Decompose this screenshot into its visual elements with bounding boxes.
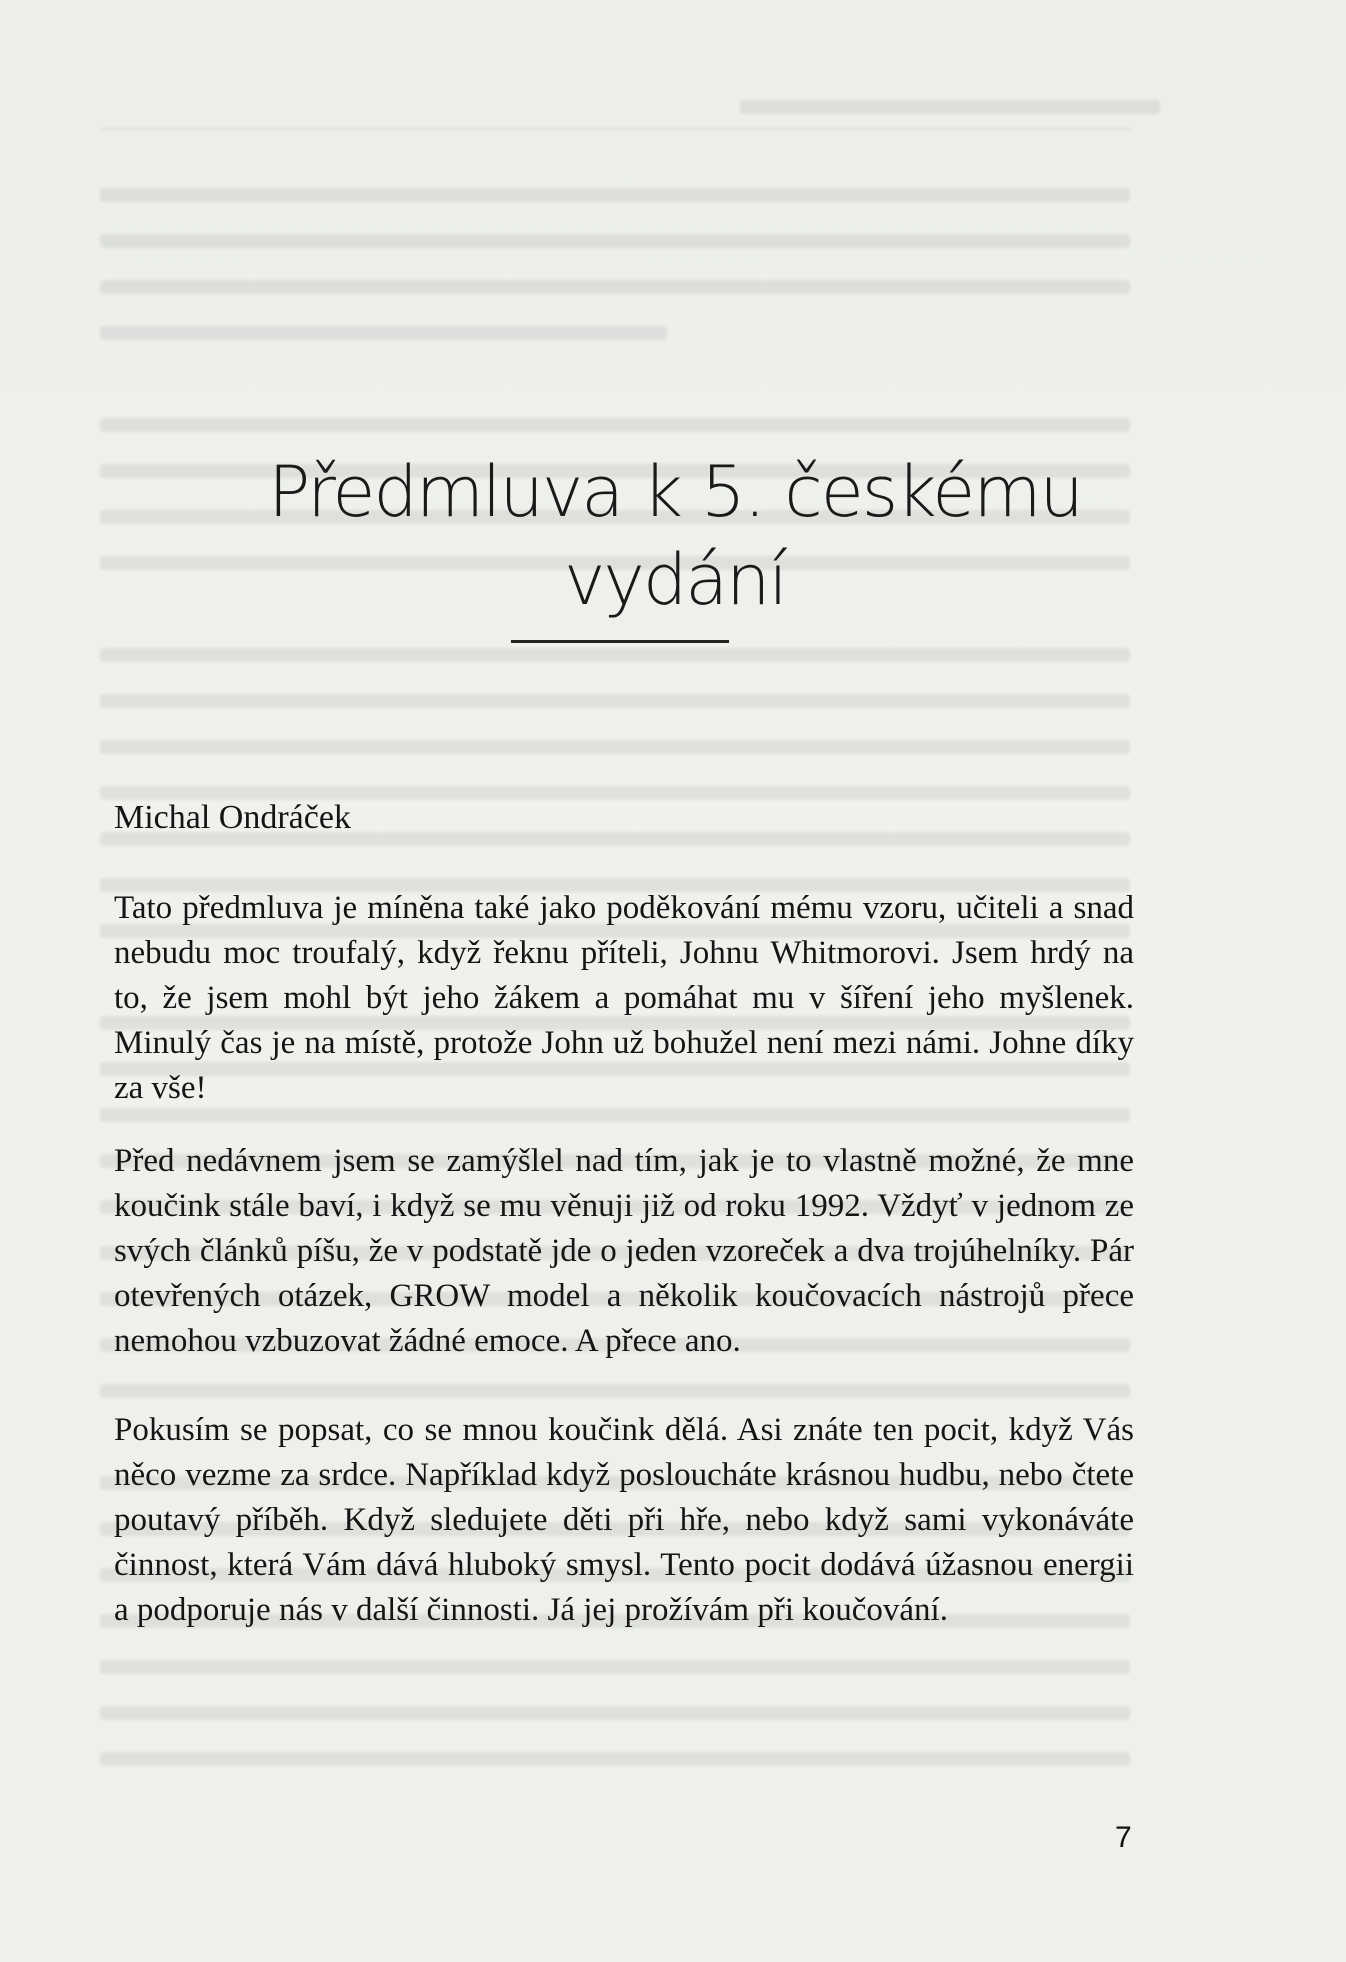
paragraph-1: Tato předmluva je míněna také jako poděkování mému vzoru, učiteli a snad nebudu moc troufalý, když řeknu příteli, Johnu Whitmorovi. Jsem hrdý na to, že jsem mohl být jeho žákem a pomáhat mu v šíření jeho myšlenek. Minulý čas je na místě, protože John už bohužel není mezi námi. Johne díky za vše! [114,890,1134,1106]
body-text [114,886,1134,1661]
bleed-line [100,1752,1130,1766]
bleed-running-head [740,100,1160,114]
bleed-line [100,1706,1130,1720]
paragraph-2: Před nedávnem jsem se zamýšlel nad tím, jak je to vlastně možné, že mne koučink stále baví, i když se mu věnuji již od roku 1992. Vždyť v jednom ze svých článků píšu, že v podstatě jde o jeden vzoreček a dva trojúhelníky. Pár otevřených otázek, GROW model a několik koučovacích nástrojů přece nemohou vzbuzovat žádné emoce. A přece ano. [114,1143,1134,1359]
chapter-title: Předmluva k 5. českému vydání [268,451,1082,621]
bleed-line [100,326,667,340]
bleed-header-rule [100,128,1130,130]
title-underline [511,640,729,643]
bleed-line [100,418,1130,432]
bleed-line [100,740,1130,754]
bleed-line [100,648,1130,662]
bleed-line [100,234,1130,248]
paragraph-3: Pokusím se popsat, co se mnou koučink dělá. Asi znáte ten pocit, když Vás něco vezme za srdce. Například když posloucháte krásnou hudbu, nebo čtete poutavý příběh. Když sledujete děti při hře, nebo když sami vykonáváte činnost, která Vám dává hluboký smysl. Tento pocit dodává úžasnou energii a podporuje nás v další činnosti. Já jej prožívám při koučování. [114,1412,1134,1628]
page-number: 7 [1115,1821,1132,1854]
author-name: Michal Ondráček [114,799,351,836]
bleed-line [100,694,1130,708]
bleed-line [100,1660,1130,1674]
bleed-line [100,280,1130,294]
bleed-line [100,188,1130,202]
